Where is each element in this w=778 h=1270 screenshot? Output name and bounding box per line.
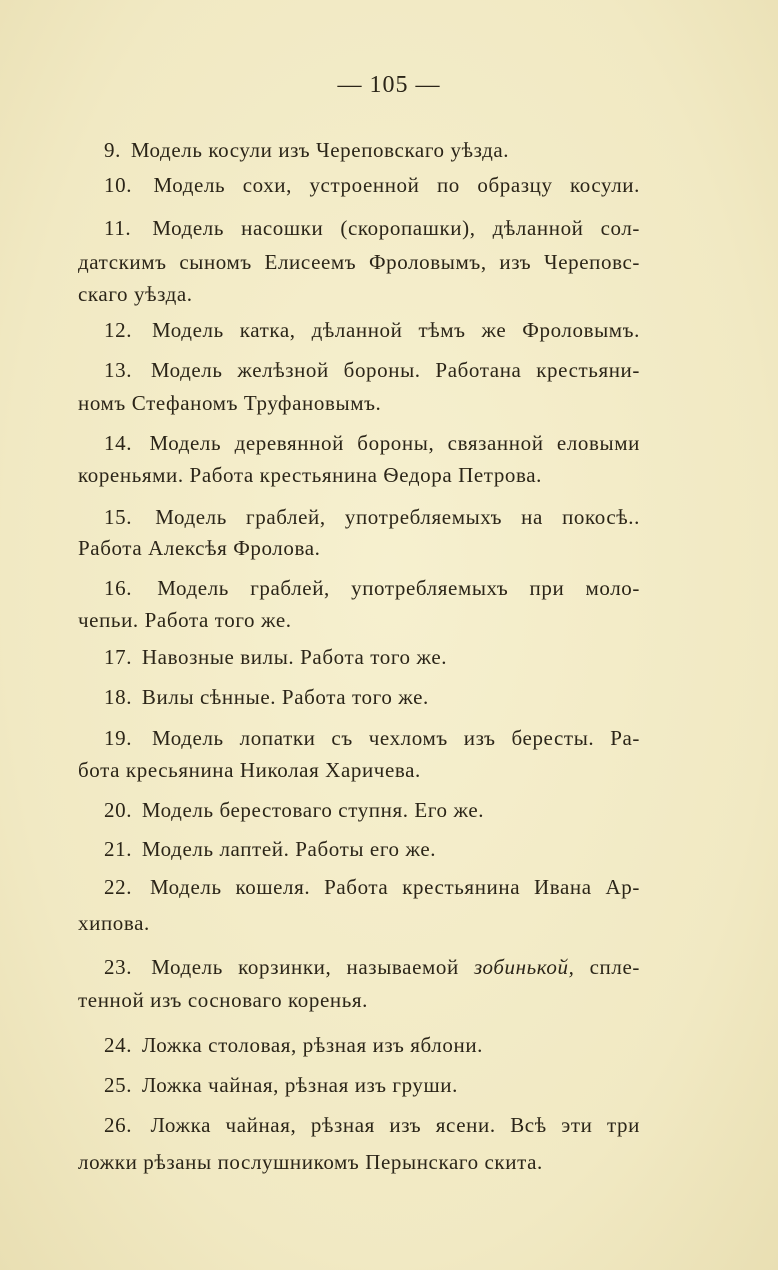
entry-number: 22. <box>104 875 133 899</box>
entry-text: Модель катка, дѣланной тѣмъ же Фроловымъ. <box>152 318 640 342</box>
entry-number: 25. <box>104 1073 133 1097</box>
entry-text: Модель сохи, устроенной по образцу косули. <box>153 173 640 197</box>
entry-text: Вилы сѣнные. Работа того же. <box>141 685 429 709</box>
entry-text: Модель корзинки, называемой <box>151 955 459 979</box>
entry-text-line: ложки рѣзаны послушникомъ Перынскаго скита. <box>78 1150 543 1174</box>
entry-number: 23. <box>104 955 133 979</box>
entry-text: Модель берестоваго ступня. Его же. <box>141 798 485 822</box>
entry-text: Модель кошеля. Работа крестьянина Ивана Ар- <box>149 875 640 899</box>
entry-number: 18. <box>104 685 133 709</box>
entry-text: Модель лопатки съ чехломъ изъ бересты. Ра- <box>152 726 640 750</box>
entry-23 <box>104 953 640 981</box>
entry-11 <box>104 214 640 242</box>
entry-text: сплe- <box>589 955 640 979</box>
entry-italic-term: зобинькой, <box>473 955 575 979</box>
entry-10 <box>104 171 640 199</box>
entry-text-line: кореньями. Работа крестьянина Ѳедора Петрова. <box>78 463 543 487</box>
entry-15 <box>104 503 640 531</box>
entry-number: 20. <box>104 798 133 822</box>
entry-number: 19. <box>104 726 133 750</box>
entry-18 <box>104 683 640 711</box>
entry-text-line: тенной изъ сосноваго коренья. <box>78 988 369 1012</box>
entry-14 <box>104 429 640 457</box>
entry-number: 13. <box>104 358 133 382</box>
entry-16 <box>104 574 640 602</box>
entry-number: 15. <box>104 505 133 529</box>
entry-number: 14. <box>104 431 133 455</box>
entry-text: Модель желѣзной бороны. Работана крестьяни- <box>150 358 640 382</box>
entry-25 <box>104 1071 640 1099</box>
entry-number: 26. <box>104 1113 133 1137</box>
entry-text: Модель лаптей. Работы его же. <box>141 837 437 861</box>
entry-text: Модель косули изъ Череповскаго уѣзда. <box>130 138 510 162</box>
entry-text-line: хипова. <box>78 911 150 935</box>
entry-text-line: бота кресьянина Николая Харичева. <box>78 758 421 782</box>
entry-text: Модель деревянной бороны, связанной еловыми <box>149 431 640 455</box>
entry-22 <box>104 873 640 901</box>
entry-number: 21. <box>104 837 133 861</box>
page-number: — 105 — <box>337 72 441 98</box>
entry-number: 10. <box>104 173 133 197</box>
entry-text: Ложка чайная, рѣзная изъ груши. <box>141 1073 458 1097</box>
entry-text: Модель граблей, употребляемыхъ на покосѣ.. <box>155 505 640 529</box>
entry-26 <box>104 1111 640 1139</box>
entry-24 <box>104 1031 640 1059</box>
entry-text: Модель насошки (скоропашки), дѣланной сол- <box>152 216 641 240</box>
entry-12 <box>104 316 640 344</box>
entry-text: Ложка столовая, рѣзная изъ яблони. <box>141 1033 484 1057</box>
entry-number: 17. <box>104 645 133 669</box>
entry-text: Модель граблей, употребляемыхъ при моло- <box>157 576 640 600</box>
entry-text-line: Работа Алексѣя Фролова. <box>78 536 321 560</box>
entry-text-line: скаго уѣзда. <box>78 282 193 306</box>
entry-text-line: чепьи. Работа того же. <box>78 608 292 632</box>
entry-number: 9. <box>104 138 121 162</box>
entry-number: 12. <box>104 318 133 342</box>
entry-number: 24. <box>104 1033 133 1057</box>
entry-19 <box>104 724 640 752</box>
entry-text: Навозные вилы. Работа того же. <box>141 645 448 669</box>
entry-13 <box>104 356 640 384</box>
entry-20 <box>104 796 640 824</box>
entry-9 <box>104 136 640 164</box>
entry-text: Ложка чайная, рѣзная изъ ясени. Всѣ эти три <box>150 1113 640 1137</box>
entry-17 <box>104 643 640 671</box>
entry-number: 11. <box>104 216 132 240</box>
entry-21 <box>104 835 640 863</box>
entry-text-line: номъ Стефаномъ Труфановымъ. <box>78 391 382 415</box>
entry-number: 16. <box>104 576 133 600</box>
entry-text-line: датскимъ сыномъ Елисеемъ Фроловымъ, изъ Череповс- <box>78 250 640 274</box>
